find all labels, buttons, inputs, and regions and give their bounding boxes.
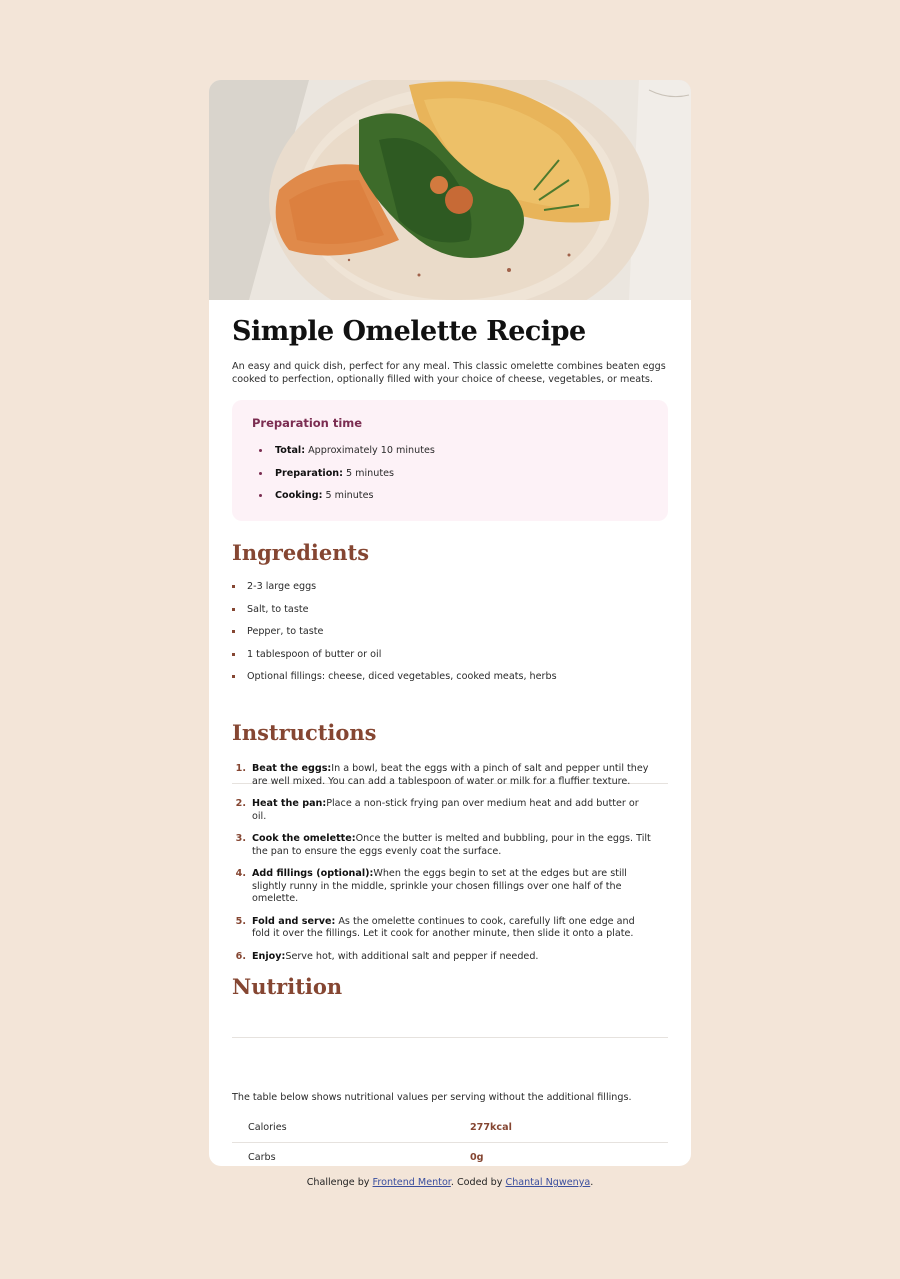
- list-item: Salt, to taste: [232, 603, 557, 626]
- preparation-time-box: [232, 400, 668, 521]
- preparation-list: [252, 444, 435, 512]
- ingredients-list: [232, 580, 557, 693]
- nutrition-value: 277kcal: [470, 1113, 668, 1143]
- list-item: 1 tablespoon of butter or oil: [232, 648, 557, 671]
- instruction-item: 1. Beat the eggs:In a bowl, beat the eggs with a pinch of salt and pepper until they are well mixed. You can add a tablespoon of water or milk for a fluffier texture.: [235, 763, 649, 787]
- list-item: Optional fillings: cheese, diced vegetables, cooked meats, herbs: [232, 670, 557, 693]
- nutrition-label: Carbs: [232, 1143, 470, 1167]
- recipe-description: An easy and quick dish, perfect for any meal. This classic omelette combines beaten eggs cooked to perfection, optionally filled with your choice of cheese, vegetables, or meats.: [232, 361, 666, 385]
- ingredients-title: Ingredients: [232, 540, 370, 565]
- nutrition-value: 0g: [470, 1143, 668, 1167]
- author-link[interactable]: Chantal Ngwenya: [505, 1177, 591, 1188]
- instruction-item: 6. Enjoy:Serve hot, with additional salt and pepper if needed.: [235, 950, 539, 962]
- instruction-item: 3. Cook the omelette:Once the butter is melted and bubbling, pour in the eggs. Tilt the pan to ensure the eggs evenly coat the surface.: [235, 833, 651, 857]
- frontend-mentor-link[interactable]: Frontend Mentor: [372, 1177, 451, 1188]
- table-row: [232, 1143, 668, 1167]
- prep-item-cooking: Cooking: 5 minutes: [252, 489, 435, 512]
- nutrition-description: The table below shows nutritional values per serving without the additional fillings.: [232, 1092, 632, 1103]
- instruction-item: 2. Heat the pan:Place a non-stick frying pan over medium heat and add butter or oil.: [235, 798, 639, 822]
- nutrition-title: Nutrition: [232, 974, 343, 999]
- prep-item-total: Total: Approximately 10 minutes: [252, 444, 435, 467]
- nutrition-label: Calories: [232, 1113, 470, 1143]
- list-item: Pepper, to taste: [232, 625, 557, 648]
- instructions-list: [232, 763, 668, 973]
- list-item: 2-3 large eggs: [232, 580, 557, 603]
- divider: [232, 1037, 668, 1038]
- instruction-item: 5. Fold and serve: As the omelette continues to cook, carefully lift one edge and fold it over the fillings. Let it cook for another minute, then slide it onto a plate.: [235, 915, 635, 939]
- recipe-card: [209, 80, 691, 1166]
- recipe-title: Simple Omelette Recipe: [232, 316, 586, 347]
- table-row: [232, 1113, 668, 1143]
- instruction-item: 4. Add fillings (optional):When the eggs begin to set at the edges but are still slightly runny in the middle, sprinkle your chosen fillings over one half of the omelette.: [235, 868, 627, 904]
- attribution-footer: Challenge by Frontend Mentor. Coded by Chantal Ngwenya.: [306, 1177, 594, 1188]
- omelette-image: [209, 80, 691, 300]
- nutrition-table: [232, 1113, 668, 1166]
- prep-item-preparation: Preparation: 5 minutes: [252, 467, 435, 490]
- instructions-title: Instructions: [232, 720, 377, 745]
- preparation-title: Preparation time: [252, 416, 363, 430]
